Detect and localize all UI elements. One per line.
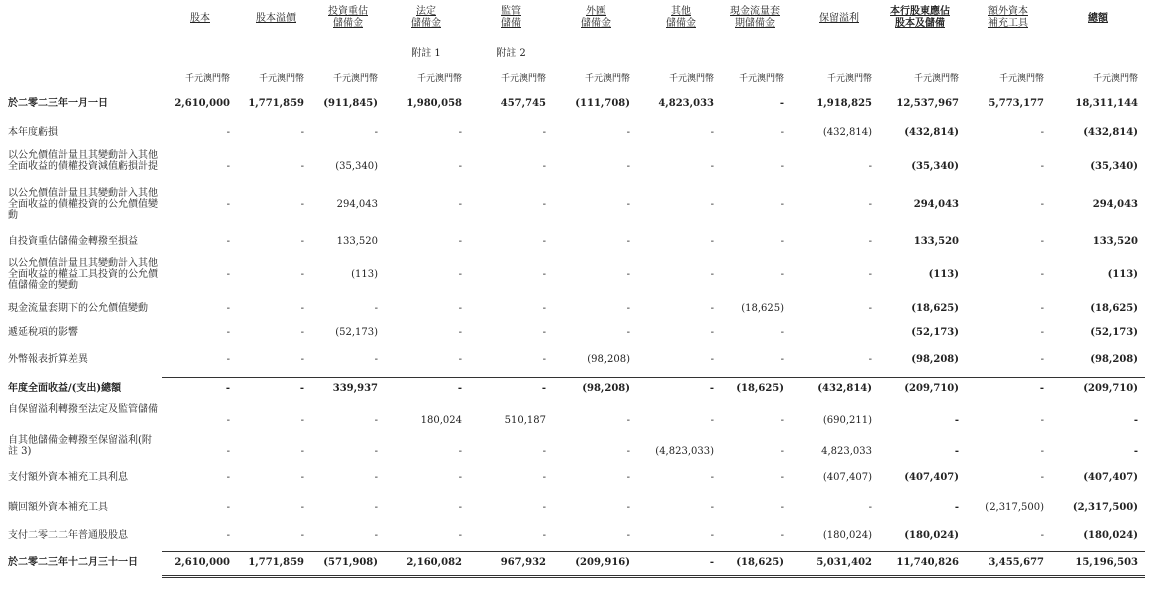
table-cell: (571,908) [323, 557, 378, 568]
table-cell: - [226, 530, 230, 541]
table-cell: - [300, 199, 304, 210]
table-cell: - [458, 530, 462, 541]
table-cell: - [458, 472, 462, 483]
table-cell: - [710, 415, 714, 426]
table-cell: - [710, 354, 714, 365]
table-cell: - [542, 472, 546, 483]
table-cell: 967,932 [500, 557, 546, 568]
table-cell: 294,043 [1092, 199, 1138, 210]
column-header [303, 6, 393, 30]
table-cell: - [710, 502, 714, 513]
table-cell: 1,980,058 [406, 98, 462, 109]
table-cell: - [626, 161, 630, 172]
table-cell: 180,024 [420, 415, 462, 426]
table-cell: - [1040, 236, 1044, 247]
table-cell: - [300, 303, 304, 314]
unit-label: 千元澳門幣 [416, 74, 462, 84]
table-cell: 2,160,082 [406, 557, 462, 568]
row-label: 於二零二三年一月一日 [8, 98, 108, 109]
table-cell: - [1040, 354, 1044, 365]
table-cell: - [709, 557, 714, 568]
column-note: 附註 2 [496, 48, 526, 59]
column-header [1053, 13, 1143, 25]
row-label: 外幣報表折算差異 [8, 354, 88, 365]
table-cell: - [300, 161, 304, 172]
column-header [875, 6, 965, 30]
table-cell: - [1040, 127, 1044, 138]
table-cell: - [374, 415, 378, 426]
column-header [551, 6, 641, 30]
table-cell: 1,771,859 [248, 98, 304, 109]
table-cell: (407,407) [904, 472, 959, 483]
table-cell: - [710, 236, 714, 247]
table-cell: - [626, 502, 630, 513]
table-cell: - [1040, 472, 1044, 483]
table-cell: - [300, 446, 304, 457]
table-cell: 15,196,503 [1075, 557, 1138, 568]
table-cell: - [458, 269, 462, 280]
table-cell: - [868, 269, 872, 280]
table-cell: 2,610,000 [174, 98, 230, 109]
table-cell: - [1040, 327, 1044, 338]
double-rule [162, 575, 1145, 578]
table-cell: (18,625) [741, 303, 784, 314]
table-cell: (35,340) [335, 161, 378, 172]
table-cell: 18,311,144 [1075, 98, 1138, 109]
column-header-line: 儲備金 [333, 18, 363, 29]
table-cell: (111,708) [575, 98, 630, 109]
column-header [963, 6, 1053, 30]
table-cell: - [780, 446, 784, 457]
row-label: 贖回額外資本補充工具 [8, 502, 108, 513]
table-cell: - [300, 236, 304, 247]
row-label: 支付二零二二年普通股股息 [8, 530, 128, 541]
table-cell: (35,340) [1090, 161, 1138, 172]
table-cell: - [542, 127, 546, 138]
column-header [466, 6, 556, 30]
table-cell: - [226, 354, 230, 365]
column-header-line: 儲備金 [666, 18, 696, 29]
row-label: 自保留溢利轉撥至法定及監管儲備 [8, 404, 158, 415]
table-cell: - [226, 502, 230, 513]
table-cell: - [1040, 530, 1044, 541]
table-cell: - [626, 472, 630, 483]
table-cell: - [458, 502, 462, 513]
table-cell: - [458, 199, 462, 210]
table-cell: (52,173) [911, 327, 959, 338]
table-cell: (407,407) [822, 472, 872, 483]
table-cell: (113) [351, 269, 378, 280]
table-cell: 5,773,177 [988, 98, 1044, 109]
table-cell: - [300, 127, 304, 138]
table-cell: - [374, 472, 378, 483]
table-cell: (180,024) [1083, 530, 1138, 541]
column-header-line: 外匯 [586, 6, 606, 17]
table-cell: - [1040, 161, 1044, 172]
table-cell: 339,937 [332, 383, 378, 394]
table-cell: - [780, 236, 784, 247]
table-cell: - [374, 530, 378, 541]
row-label: 遞延稅項的影響 [8, 327, 78, 338]
table-cell: - [1040, 446, 1044, 457]
table-cell: (52,173) [335, 327, 378, 338]
table-cell: 133,520 [1092, 236, 1138, 247]
table-cell: - [1040, 415, 1044, 426]
table-cell: (18,625) [736, 557, 784, 568]
unit-label: 千元澳門幣 [1092, 74, 1138, 84]
table-cell: - [626, 236, 630, 247]
table-cell: (432,814) [904, 127, 959, 138]
separator-line [162, 377, 1145, 378]
table-cell: 133,520 [913, 236, 959, 247]
column-header-line: 股本 [190, 13, 210, 24]
unit-label: 千元澳門幣 [184, 74, 230, 84]
table-cell: - [226, 269, 230, 280]
table-cell: (2,317,500) [985, 502, 1044, 513]
table-cell: (113) [1107, 269, 1138, 280]
table-cell: (98,208) [582, 383, 630, 394]
table-cell: - [542, 199, 546, 210]
table-cell: - [626, 415, 630, 426]
table-cell: - [954, 502, 959, 513]
column-header-line: 儲備 [501, 18, 521, 29]
table-cell: - [626, 530, 630, 541]
table-cell: - [780, 161, 784, 172]
table-cell: 4,823,033 [821, 446, 872, 457]
table-cell: - [374, 354, 378, 365]
table-cell: - [226, 415, 230, 426]
table-cell: (98,208) [587, 354, 630, 365]
table-cell: (180,024) [822, 530, 872, 541]
table-cell: - [225, 383, 230, 394]
table-cell: - [780, 354, 784, 365]
table-cell: (35,340) [911, 161, 959, 172]
table-cell: (911,845) [323, 98, 378, 109]
table-cell: (98,208) [1090, 354, 1138, 365]
column-header-line: 儲備金 [411, 18, 441, 29]
table-cell: - [780, 127, 784, 138]
table-cell: - [374, 502, 378, 513]
table-cell: 11,740,826 [896, 557, 959, 568]
table-cell: (432,814) [1083, 127, 1138, 138]
table-cell: - [542, 502, 546, 513]
column-header-line: 額外資本 [988, 6, 1028, 17]
table-cell: (180,024) [904, 530, 959, 541]
row-label: 年度全面收益/(支出)總額 [8, 383, 122, 394]
separator-line [162, 551, 1145, 552]
table-cell: (52,173) [1090, 327, 1138, 338]
table-cell: - [300, 415, 304, 426]
table-cell: - [458, 161, 462, 172]
table-cell: - [458, 354, 462, 365]
table-cell: - [709, 383, 714, 394]
column-header-line: 監管 [501, 6, 521, 17]
table-cell: 1,771,859 [248, 557, 304, 568]
table-cell: (432,814) [817, 383, 872, 394]
table-cell: - [300, 269, 304, 280]
table-cell: - [458, 127, 462, 138]
table-cell: - [1039, 383, 1044, 394]
table-cell: (18,625) [911, 303, 959, 314]
unit-label: 千元澳門幣 [668, 74, 714, 84]
table-cell: - [226, 472, 230, 483]
table-cell: - [542, 236, 546, 247]
table-cell: (209,710) [904, 383, 959, 394]
unit-label: 千元澳門幣 [826, 74, 872, 84]
table-cell: - [954, 446, 959, 457]
table-cell: - [226, 303, 230, 314]
column-header-line: 股本及儲備 [895, 18, 945, 29]
row-label: 自其他儲備金轉撥至保留溢利(附註 3) [8, 435, 152, 457]
table-cell: - [626, 127, 630, 138]
table-cell: - [1133, 415, 1138, 426]
table-cell: - [300, 472, 304, 483]
table-cell: 5,031,402 [816, 557, 872, 568]
column-header-line: 補充工具 [988, 18, 1028, 29]
table-cell: - [458, 236, 462, 247]
table-cell: - [458, 446, 462, 457]
table-cell: - [710, 327, 714, 338]
table-cell: 133,520 [336, 236, 378, 247]
column-header [794, 13, 884, 25]
table-cell: - [779, 98, 784, 109]
unit-label: 千元澳門幣 [258, 74, 304, 84]
table-cell: - [374, 446, 378, 457]
table-cell: 510,187 [504, 415, 546, 426]
table-cell: - [868, 502, 872, 513]
table-cell: - [710, 199, 714, 210]
table-cell: 294,043 [913, 199, 959, 210]
row-label: 於二零二三年十二月三十一日 [8, 557, 138, 568]
table-cell: (690,211) [822, 415, 872, 426]
column-header-line: 股本溢價 [256, 13, 296, 24]
table-cell: (209,710) [1083, 383, 1138, 394]
unit-label: 千元澳門幣 [584, 74, 630, 84]
table-cell: - [226, 199, 230, 210]
table-cell: - [299, 383, 304, 394]
row-label: 本年度虧損 [8, 127, 58, 138]
table-cell: - [780, 502, 784, 513]
table-cell: - [710, 303, 714, 314]
column-header-line: 保留溢利 [819, 13, 859, 24]
table-cell: - [710, 269, 714, 280]
unit-label: 千元澳門幣 [998, 74, 1044, 84]
unit-label: 千元澳門幣 [332, 74, 378, 84]
unit-label: 千元澳門幣 [738, 74, 784, 84]
table-cell: - [226, 161, 230, 172]
table-cell: - [710, 127, 714, 138]
table-cell: - [226, 236, 230, 247]
table-cell: (113) [928, 269, 959, 280]
table-cell: - [626, 303, 630, 314]
table-cell: - [780, 415, 784, 426]
table-cell: - [300, 327, 304, 338]
table-cell: - [1040, 199, 1044, 210]
row-label: 支付額外資本補充工具利息 [8, 472, 128, 483]
table-cell: (209,916) [575, 557, 630, 568]
table-cell: - [542, 446, 546, 457]
column-header-line: 法定 [416, 6, 436, 17]
table-cell: - [868, 236, 872, 247]
table-cell: 3,455,677 [988, 557, 1044, 568]
table-cell: - [300, 502, 304, 513]
column-header-line: 儲備金 [581, 18, 611, 29]
table-cell: - [1040, 303, 1044, 314]
unit-label: 千元澳門幣 [913, 74, 959, 84]
row-label: 以公允價值計量且其變動計入其他全面收益的債權投資的公允價值變動 [8, 188, 158, 221]
column-header [710, 6, 800, 30]
table-cell: - [1040, 269, 1044, 280]
table-cell: 457,745 [500, 98, 546, 109]
column-header-line: 總額 [1088, 13, 1108, 24]
table-cell: - [300, 530, 304, 541]
column-header-line: 其他 [671, 6, 691, 17]
table-cell: - [780, 269, 784, 280]
table-cell: - [542, 327, 546, 338]
column-note: 附註 1 [411, 48, 441, 59]
table-cell: - [226, 127, 230, 138]
table-cell: (98,208) [911, 354, 959, 365]
table-cell: - [626, 269, 630, 280]
table-cell: (432,814) [822, 127, 872, 138]
row-label: 自投資重估儲備金轉撥至損益 [8, 236, 138, 247]
table-cell: (18,625) [736, 383, 784, 394]
table-cell: - [868, 199, 872, 210]
table-cell: 12,537,967 [896, 98, 959, 109]
column-header-line: 投資重估 [328, 6, 368, 17]
row-label: 現金流量套期下的公允價值變動 [8, 303, 148, 314]
column-header-line: 本行股東應佔 [890, 6, 950, 17]
table-cell: - [868, 354, 872, 365]
table-cell: - [954, 415, 959, 426]
table-cell: - [780, 472, 784, 483]
column-header-line: 期儲備金 [735, 18, 775, 29]
table-cell: - [542, 303, 546, 314]
table-cell: - [226, 327, 230, 338]
table-cell: - [457, 383, 462, 394]
table-cell: - [541, 383, 546, 394]
table-cell: 1,918,825 [816, 98, 872, 109]
table-cell: - [1133, 446, 1138, 457]
column-header [381, 6, 471, 30]
table-cell: (18,625) [1090, 303, 1138, 314]
table-cell: - [626, 446, 630, 457]
table-cell: - [868, 303, 872, 314]
table-cell: - [626, 199, 630, 210]
table-cell: 4,823,033 [658, 98, 714, 109]
table-cell: - [780, 327, 784, 338]
table-cell: - [374, 127, 378, 138]
table-cell: 294,043 [336, 199, 378, 210]
table-cell: 2,610,000 [174, 557, 230, 568]
row-label: 以公允價值計量且其變動計入其他全面收益的權益工具投資的公允價值儲備金的變動 [8, 258, 158, 291]
table-cell: - [458, 303, 462, 314]
table-cell: - [226, 446, 230, 457]
table-cell: - [458, 327, 462, 338]
table-cell: - [300, 354, 304, 365]
table-cell: - [542, 161, 546, 172]
table-cell: - [542, 269, 546, 280]
table-cell: - [626, 327, 630, 338]
table-cell: - [780, 530, 784, 541]
table-cell: (407,407) [1083, 472, 1138, 483]
row-label: 以公允價值計量且其變動計入其他全面收益的債權投資減值虧損計提 [8, 150, 158, 172]
table-cell: - [374, 303, 378, 314]
table-cell: - [542, 354, 546, 365]
table-cell: (2,317,500) [1072, 502, 1138, 513]
table-cell: - [710, 161, 714, 172]
table-cell: - [868, 161, 872, 172]
column-header-line: 現金流量套 [730, 6, 780, 17]
table-cell: - [780, 199, 784, 210]
unit-label: 千元澳門幣 [500, 74, 546, 84]
table-cell: - [710, 530, 714, 541]
table-cell: (4,823,033) [655, 446, 714, 457]
table-cell: - [710, 472, 714, 483]
table-cell: - [542, 530, 546, 541]
